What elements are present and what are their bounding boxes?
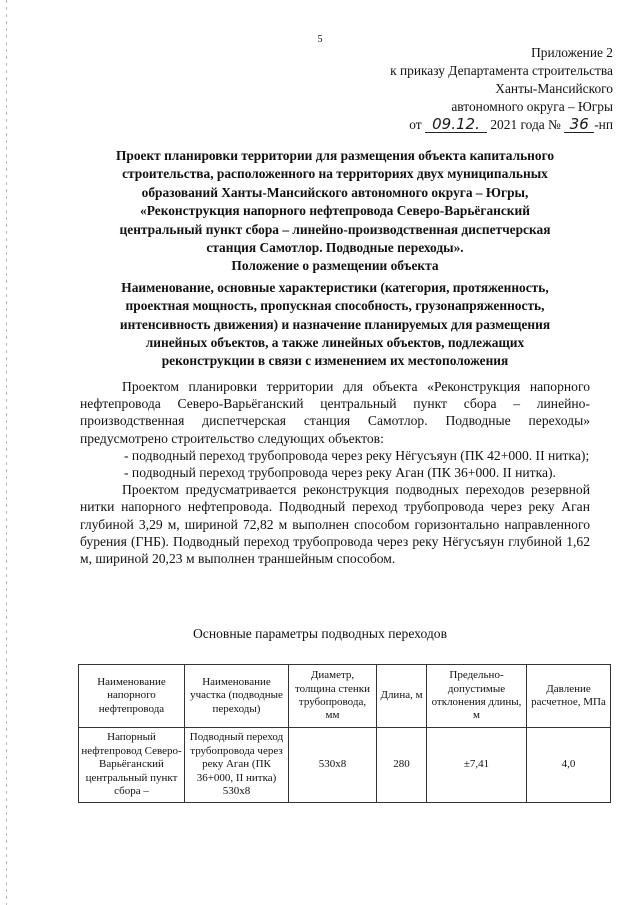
appendix-header [390, 44, 613, 134]
heading-line: проектная мощность, пропускная способность, грузонапряженность, [125, 298, 545, 314]
table-cell: Напорный нефтепровод Северо-Варьёганский центральный пункт сбора – [79, 728, 185, 803]
table-cell: ±7,41 [427, 728, 527, 803]
scan-left-edge [6, 0, 7, 905]
header-cell: Давление расчетное, МПа [527, 665, 611, 728]
year-text: 2021 года № [490, 117, 561, 132]
heading-line: реконструкции в связи с изменением их местоположения [161, 353, 509, 369]
table-cell: Подводный переход трубопровода через реку Аган (ПК 36+000, II нитка) 530х8 [185, 728, 289, 803]
appendix-line-2: к приказу Департамента строительства [390, 63, 613, 78]
number-suffix: -нп [594, 117, 613, 132]
list-item-agan: - подводный переход трубопровода через реку Аган (ПК 36+000. II нитка). [124, 465, 556, 481]
title-line: центральный пункт сбора – линейно-производственная диспетчерская [119, 221, 551, 237]
title-line: станция Самотлор. Подводные переходы». [206, 240, 464, 256]
list-item-negusyaun: - подводный переход трубопровода через реку Нёгусъяун (ПК 42+000. II нитка); [124, 447, 590, 463]
title-line: строительства, расположенного на территориях двух муниципальных [122, 166, 548, 182]
header-cell: Наименование участка (подводные переходы) [185, 665, 289, 728]
title-line: образований Ханты-Мансийского автономного округа – Югры, [141, 184, 529, 200]
table-cell: 530х8 [289, 728, 377, 803]
table-caption: Основные параметры подводных переходов [192, 626, 447, 641]
document-title [80, 147, 590, 276]
header-cell: Предельно-допустимые отклонения длины, м [427, 665, 527, 728]
from-label: от [409, 117, 422, 132]
appendix-line-3: Ханты-Мансийского [495, 81, 613, 96]
table-row [79, 728, 611, 803]
heading-line: линейных объектов, а также линейных объектов, подлежащих [145, 334, 525, 350]
title-line: Положение о размещении объекта [231, 258, 439, 274]
handwritten-number: 36 [564, 117, 594, 133]
appendix-line-4: автономного округа – Югры [451, 99, 613, 114]
table-cell: 4,0 [527, 728, 611, 803]
appendix-line-1: Приложение 2 [531, 45, 613, 60]
body-text [80, 378, 590, 567]
title-line: Проект планировки территории для размещения объекта капитального [115, 148, 555, 163]
table-cell: 280 [377, 728, 427, 803]
appendix-date-line [390, 116, 613, 134]
heading-line: Наименование, основные характеристики (категория, протяженность, [121, 280, 549, 295]
page-number: 5 [317, 34, 323, 45]
table-header-row [79, 665, 611, 728]
paragraph-reconstruction: Проектом предусматривается реконструкция подводных переходов резервной нитки напорного нефтепровода. Подводный переход трубопровода через реку Аган глубиной 3,29 м, шириной 72,82 м выполнен способом горизонтально направленного бурения (ГНБ). Подводный переход трубопровода через реку Нёгусъяун глубиной 1,62 м, шириной 20,23 м выполнен траншейным способом. [80, 482, 590, 567]
heading-line: интенсивность движения) и назначение планируемых для размещения [119, 316, 551, 332]
header-cell: Длина, м [377, 665, 427, 728]
title-line: «Реконструкция напорного нефтепровода Северо-Варьёганский [140, 203, 530, 219]
parameters-table [78, 664, 611, 803]
handwritten-date: 09.12. [425, 117, 487, 133]
section-heading [80, 279, 590, 370]
header-cell: Наименование напорного нефтепровода [79, 665, 185, 728]
paragraph-intro: Проектом планировки территории для объекта «Реконструкция напорного нефтепровода Северо-Варьёганский центральный пункт сбора – линейно-производственная диспетчерская станция Самотлор. Подводные переходы» предусмотрено строительство следующих объектов: [80, 379, 590, 446]
header-cell: Диаметр, толщина стенки трубопровода, мм [289, 665, 377, 728]
